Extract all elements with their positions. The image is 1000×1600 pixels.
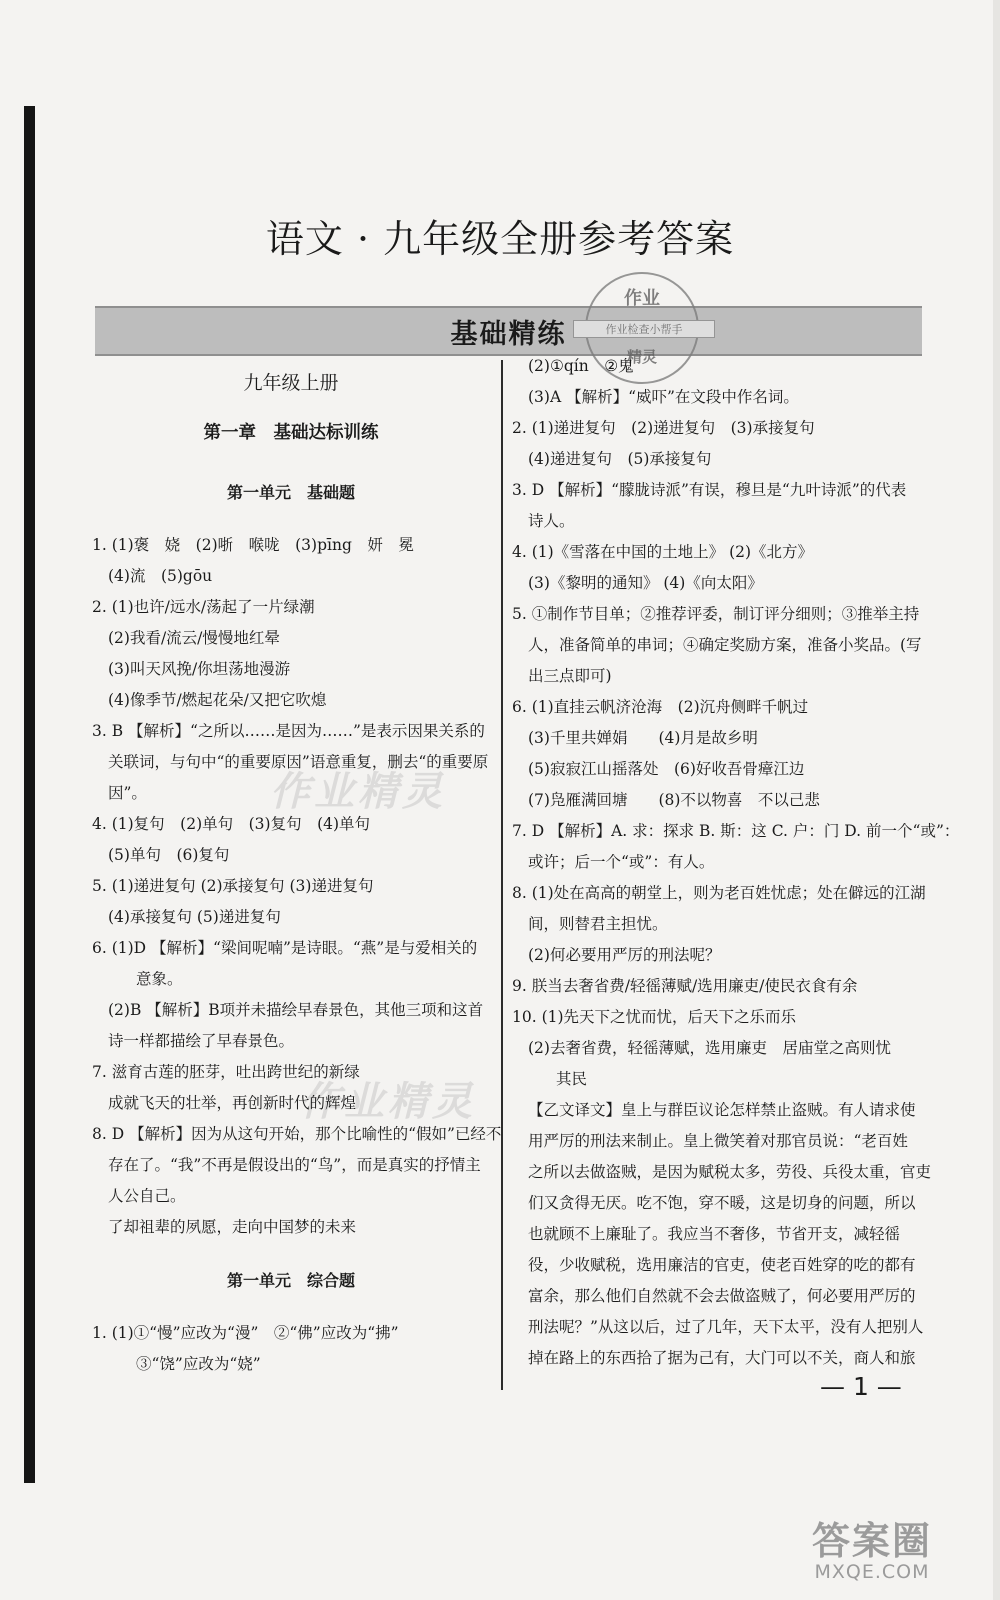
answer-line: 8. D 【解析】因为从这句开始，那个比喻性的“假如”已经不 bbox=[92, 1125, 502, 1143]
unit-heading: 第一单元 基础题 bbox=[226, 483, 355, 502]
answer-line: 了却祖辈的夙愿，走向中国梦的未来 bbox=[108, 1218, 357, 1236]
answer-line: 出三点即可) bbox=[528, 667, 612, 685]
answer-line: (4)流 (5)gōu bbox=[108, 567, 213, 585]
answer-line: 4. (1)《雪落在中国的土地上》 (2)《北方》 bbox=[512, 543, 814, 561]
answer-line: 8. (1)处在高高的朝堂上，则为老百姓忧虑；处在僻远的江湖 bbox=[512, 884, 926, 902]
translation-line: 用严厉的刑法来制止。皇上微笑着对那官员说：“老百姓 bbox=[528, 1132, 908, 1150]
column-divider bbox=[501, 360, 503, 1390]
answer-line: (3)《黎明的通知》 (4)《向太阳》 bbox=[528, 574, 763, 592]
answer-line: (5)寂寂江山摇落处 (6)好收吾骨瘴江边 bbox=[528, 760, 805, 778]
answer-line: (3)千里共婵娟 (4)月是故乡明 bbox=[528, 729, 758, 747]
answer-line: (5)单句 (6)复句 bbox=[108, 846, 230, 864]
answer-line: (2)B 【解析】B项并未描绘早春景色，其他三项和这首 bbox=[108, 1001, 484, 1019]
answer-line: 1. (1)①“慢”应改为“漫” ②“佛”应改为“拂” bbox=[92, 1324, 399, 1342]
translation-line: 役，少收赋税，选用廉洁的官吏，使老百姓穿的吃的都有 bbox=[528, 1256, 916, 1274]
answer-line: (2)去奢省费，轻徭薄赋，选用廉吏 居庙堂之高则忧 bbox=[528, 1039, 891, 1057]
translation-line: 也就顾不上廉耻了。我应当不奢侈，节省开支，减轻徭 bbox=[528, 1225, 901, 1243]
answer-line: (4)像季节/燃起花朵/又把它吹熄 bbox=[108, 691, 327, 709]
translation-line: 刑法呢？”从这以后，过了几年，天下太平，没有人把别人 bbox=[528, 1318, 924, 1336]
answer-line: (2)①qín ②鬼 bbox=[528, 357, 634, 375]
translation-line: 【乙文译文】皇上与群臣议论怎样禁止盗贼。有人请求使 bbox=[528, 1101, 916, 1119]
answer-line: 关联词，与句中“的重要原因”语意重复，删去“的重要原 bbox=[108, 753, 489, 771]
answer-line: 10. (1)先天下之忧而忧，后天下之乐而乐 bbox=[512, 1008, 797, 1026]
answer-line: 人，准备简单的串词；④确定奖励方案，准备小奖品。(写 bbox=[528, 636, 922, 654]
page-number: — 1 — bbox=[820, 1372, 902, 1401]
translation-line: 之所以去做盗贼，是因为赋税太多，劳役、兵役太重，官吏 bbox=[528, 1163, 932, 1181]
answer-line: 6. (1)直挂云帆济沧海 (2)沉舟侧畔千帆过 bbox=[512, 698, 809, 716]
corner-logo-text: 答案圈 bbox=[812, 1519, 933, 1563]
answer-line: 因”。 bbox=[108, 784, 147, 802]
unit-heading: 第一单元 综合题 bbox=[226, 1271, 355, 1290]
answer-line: (4)承接复句 (5)递进复句 bbox=[108, 908, 281, 926]
section-banner bbox=[95, 306, 922, 356]
answer-line: (2)何必要用严厉的刑法呢？ bbox=[528, 946, 721, 964]
answer-line: 成就飞天的壮举，再创新时代的辉煌 bbox=[108, 1094, 357, 1112]
stamp-text-middle: 作业检查小帮手 bbox=[573, 320, 715, 338]
answer-line: 3. D 【解析】“朦胧诗派”有误，穆旦是“九叶诗派”的代表 bbox=[512, 481, 907, 499]
answer-line: 2. (1)递进复句 (2)递进复句 (3)承接复句 bbox=[512, 419, 815, 437]
translation-line: 们又贪得无厌。吃不饱，穿不暖，这是切身的问题，所以 bbox=[528, 1194, 916, 1212]
answer-line: 或许；后一个“或”：有人。 bbox=[528, 853, 715, 871]
stamp-text-top: 作业 bbox=[624, 288, 660, 309]
answer-line: 7. 滋育古莲的胚芽，吐出跨世纪的新绿 bbox=[92, 1063, 360, 1081]
chapter-heading: 第一章 基础达标训练 bbox=[203, 423, 379, 443]
answer-line: (2)我看/流云/慢慢地红晕 bbox=[108, 629, 280, 647]
answer-line: (3)叫天风挽/你坦荡地漫游 bbox=[108, 660, 291, 678]
right-column bbox=[512, 351, 960, 1374]
answer-line: ③“饶”应改为“娆” bbox=[136, 1355, 261, 1373]
translation-line: 富余，那么他们自然就不会去做盗贼了，何必要用严厉的 bbox=[528, 1287, 916, 1305]
answer-line: 诗一样都描绘了早春景色。 bbox=[108, 1032, 295, 1050]
answer-line: 6. (1)D 【解析】“梁间呢喃”是诗眼。“燕”是与爱相关的 bbox=[92, 939, 478, 957]
corner-watermark-logo bbox=[812, 1510, 932, 1583]
answer-line: 人公自己。 bbox=[108, 1187, 186, 1205]
watermark: 作业精灵 bbox=[270, 769, 446, 815]
answer-line: (7)凫雁满回塘 (8)不以物喜 不以己悲 bbox=[528, 791, 820, 809]
answer-line: 9. 朕当去奢省费/轻徭薄赋/选用廉吏/使民衣食有余 bbox=[512, 977, 858, 995]
answer-line: 5. (1)递进复句 (2)承接复句 (3)递进复句 bbox=[92, 877, 374, 895]
answer-line: 1. (1)褒 娆 (2)哳 喉咙 (3)pīng 妍 冕 bbox=[92, 536, 414, 554]
answer-line: 5. ①制作节目单；②推荐评委，制订评分细则；③推举主持 bbox=[512, 605, 920, 623]
left-column bbox=[92, 368, 502, 1380]
answer-line: 4. (1)复句 (2)单句 (3)复句 (4)单句 bbox=[92, 815, 371, 833]
answer-line: 诗人。 bbox=[528, 512, 575, 530]
book-heading: 九年级上册 bbox=[243, 372, 339, 394]
answer-line: 3. B 【解析】“之所以……是因为……”是表示因果关系的 bbox=[92, 722, 485, 740]
answer-line: 间，则替君主担忧。 bbox=[528, 915, 668, 933]
answer-line: 其民 bbox=[556, 1070, 588, 1088]
watermark: 作业精灵 bbox=[300, 1079, 476, 1125]
answer-line: (3)A 【解析】“威吓”在文段中作名词。 bbox=[528, 388, 799, 406]
translation-line: 掉在路上的东西拾了据为己有，大门可以不关，商人和旅 bbox=[528, 1349, 916, 1367]
book-spine-edge bbox=[24, 106, 35, 1483]
page-title: 语文 · 九年级全册参考答案 bbox=[265, 217, 735, 261]
stamp-text-bottom: 精灵 bbox=[626, 348, 657, 366]
answer-line: 2. (1)也许/远水/荡起了一片绿潮 bbox=[92, 598, 315, 616]
answer-line: 7. D 【解析】A. 求：探求 B. 斯：这 C. 户：门 D. 前一个“或”： bbox=[512, 822, 960, 840]
answer-line: 存在了。“我”不再是假设出的“鸟”，而是真实的抒情主 bbox=[108, 1156, 481, 1174]
answer-line: (4)递进复句 (5)承接复句 bbox=[528, 450, 712, 468]
answer-line: 意象。 bbox=[136, 970, 183, 988]
corner-logo-url: MXQE.COM bbox=[814, 1561, 930, 1583]
banner-title: 基础精练 bbox=[450, 319, 567, 350]
